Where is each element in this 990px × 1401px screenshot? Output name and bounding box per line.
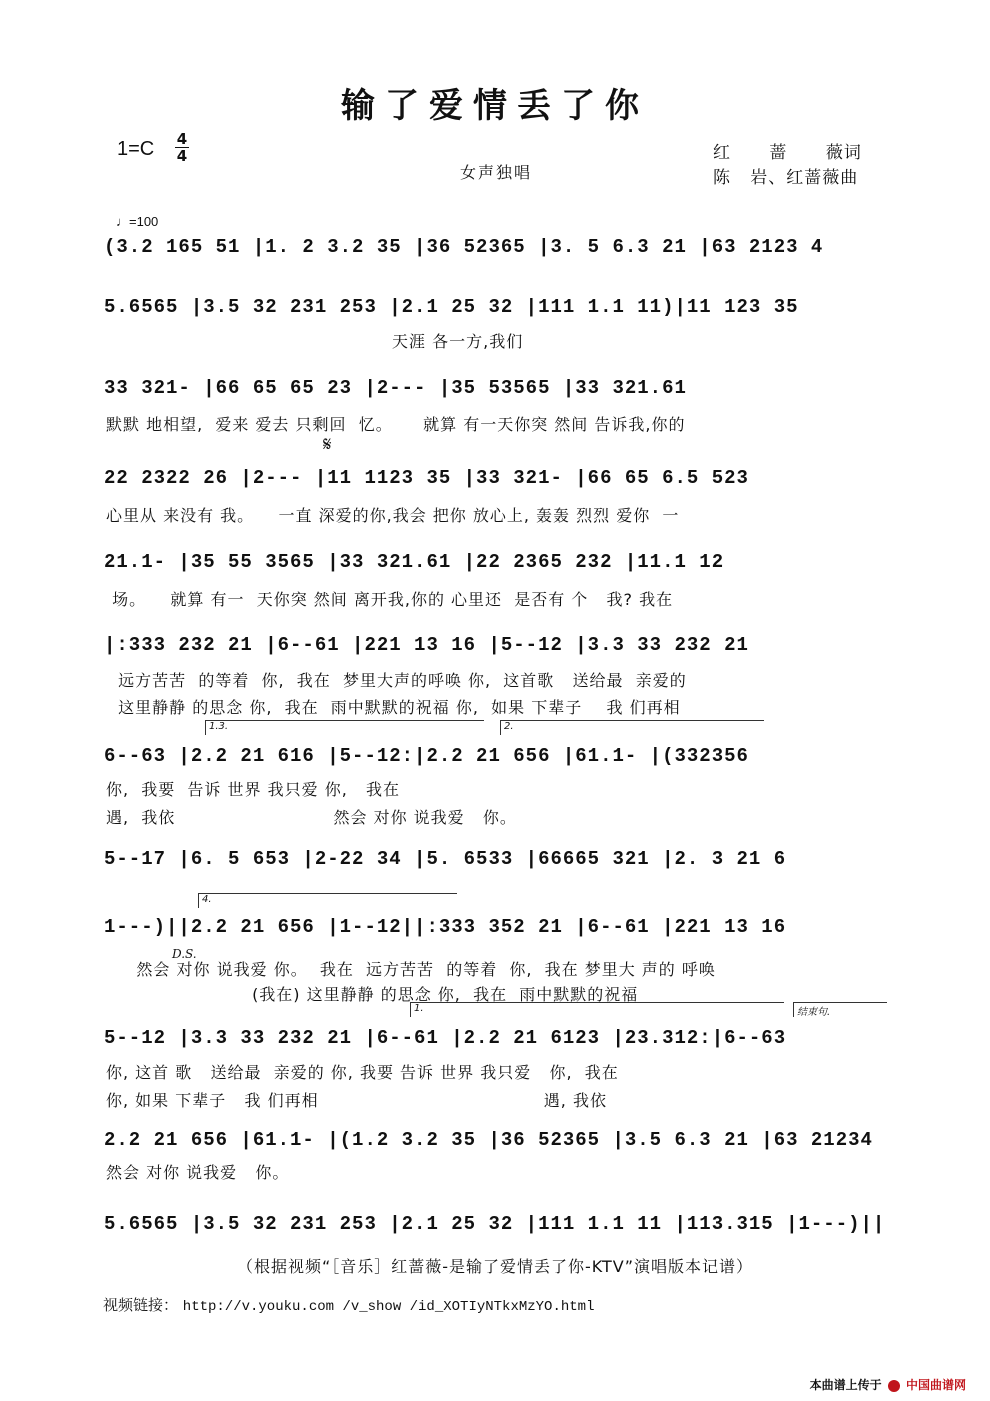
lyric-line: 这里静静 的思念 你, 我在 雨中默默的祝福 你, 如果 下辈子 我 们再相 bbox=[106, 698, 681, 717]
video-url[interactable]: http://v.youku.com /v_show /id_XOTIyNTkxMzYO.html bbox=[182, 1299, 595, 1315]
lyric-line: 然会 对你 说我爱 你。 bbox=[106, 1163, 290, 1182]
staff-line: 1---)||2.2 21 656 |1--12||:333 352 21 |6--61 |221 13 16 bbox=[104, 916, 787, 938]
site-name[interactable]: 中国曲谱网 bbox=[905, 1378, 966, 1392]
staff-line: 6--63 |2.2 21 616 |5--12:|2.2 21 656 |61.1- |(332356 bbox=[104, 745, 749, 767]
composer: 陈 岩、红蔷薇曲 bbox=[713, 168, 859, 188]
staff-line: 21.1- |35 55 3565 |33 321.61 |22 2365 232 |11.1 12 bbox=[104, 551, 725, 573]
source-note: （根据视频“［音乐］红蔷薇-是输了爱情丢了你-KTV”演唱版本记谱） bbox=[236, 1257, 754, 1276]
lyricist: 红 蔷 薇词 bbox=[713, 143, 862, 163]
staff-line: 2.2 21 656 |61.1- |(1.2 3.2 35 |36 52365 |3.5 6.3 21 |63 21234 bbox=[104, 1129, 873, 1151]
key-signature: 1=C bbox=[117, 138, 155, 160]
volta-1: 1. bbox=[410, 1002, 784, 1017]
lyric-line: 然会 对你 说我爱 你。 我在 远方苦苦 的等着 你, 我在 梦里大 声的 呼唤 bbox=[106, 960, 716, 979]
upload-label: 本曲谱上传于 bbox=[809, 1378, 882, 1392]
ds-marking: D.S. bbox=[172, 947, 197, 961]
volta-2: 2. bbox=[500, 720, 764, 735]
lyric-line: 你, 我要 告诉 世界 我只爱 你, 我在 bbox=[106, 780, 401, 799]
performer: 女声独唱 bbox=[460, 163, 533, 182]
site-logo-icon bbox=[888, 1380, 900, 1392]
song-title: 输了爱情丢了你 bbox=[341, 86, 649, 126]
time-top: 4 bbox=[176, 130, 188, 148]
lyric-line: 你, 这首 歌 送给最 亲爱的 你, 我要 告诉 世界 我只爱 你, 我在 bbox=[106, 1063, 619, 1082]
volta-4: 4. bbox=[198, 893, 457, 908]
staff-line: 5--12 |3.3 33 232 21 |6--61 |2.2 21 6123 |23.312:|6--63 bbox=[104, 1027, 787, 1049]
lyric-line: 心里从 来没有 我。 一直 深爱的你,我会 把你 放心上, 轰轰 烈烈 爱你 一 bbox=[106, 506, 680, 525]
tempo-marking: ♩=100 bbox=[116, 214, 159, 229]
lyric-line: 场。 就算 有一 天你突 然间 离开我,你的 心里还 是否有 个 我? 我在 bbox=[106, 590, 674, 609]
lyric-line: (我在) 这里静静 的思念 你, 我在 雨中默默的祝福 bbox=[106, 985, 639, 1004]
staff-line: 22 2322 26 |2--- |11 1123 35 |33 321- |66 65 6.5 523 bbox=[104, 467, 749, 489]
staff-line: 5.6565 |3.5 32 231 253 |2.1 25 32 |111 1.1 11 |113.315 |1---)|| bbox=[104, 1213, 886, 1235]
staff-line: |:333 232 21 |6--61 |221 13 16 |5--12 |3.3 33 232 21 bbox=[104, 634, 749, 656]
volta-1-3: 1.3. bbox=[205, 720, 484, 735]
ending-label: 结束句. bbox=[793, 1002, 887, 1017]
lyric-line: 遇, 我依 然会 对你 说我爱 你。 bbox=[106, 808, 517, 827]
staff-line: 5--17 |6. 5 653 |2-22 34 |5. 6533 |66665 321 |2. 3 21 6 bbox=[104, 848, 787, 870]
lyric-line: 默默 地相望, 爱来 爱去 只剩回 忆。 就算 有一天你突 然间 告诉我,你的 bbox=[106, 415, 686, 434]
lyric-line: 远方苦苦 的等着 你, 我在 梦里大声的呼唤 你, 这首歌 送给最 亲爱的 bbox=[106, 671, 687, 690]
time-bottom: 4 bbox=[176, 147, 188, 165]
lyric-line: 你, 如果 下辈子 我 们再相 遇, 我依 bbox=[106, 1091, 607, 1110]
staff-line: (3.2 165 51 |1. 2 3.2 35 |36 52365 |3. 5 6.3 21 |63 2123 4 bbox=[104, 236, 824, 258]
segno-sign: 𝄋 bbox=[323, 432, 332, 456]
lyric-line: 天涯 各一方,我们 bbox=[106, 332, 524, 351]
link-label: 视频链接： bbox=[103, 1296, 179, 1314]
upload-note bbox=[810, 1376, 966, 1393]
staff-line: 33 321- |66 65 65 23 |2--- |35 53565 |33 321.61 bbox=[104, 377, 687, 399]
video-link bbox=[103, 1294, 594, 1315]
time-signature bbox=[175, 132, 189, 163]
staff-line: 5.6565 |3.5 32 231 253 |2.1 25 32 |111 1.1 11)|11 123 35 bbox=[104, 296, 799, 318]
